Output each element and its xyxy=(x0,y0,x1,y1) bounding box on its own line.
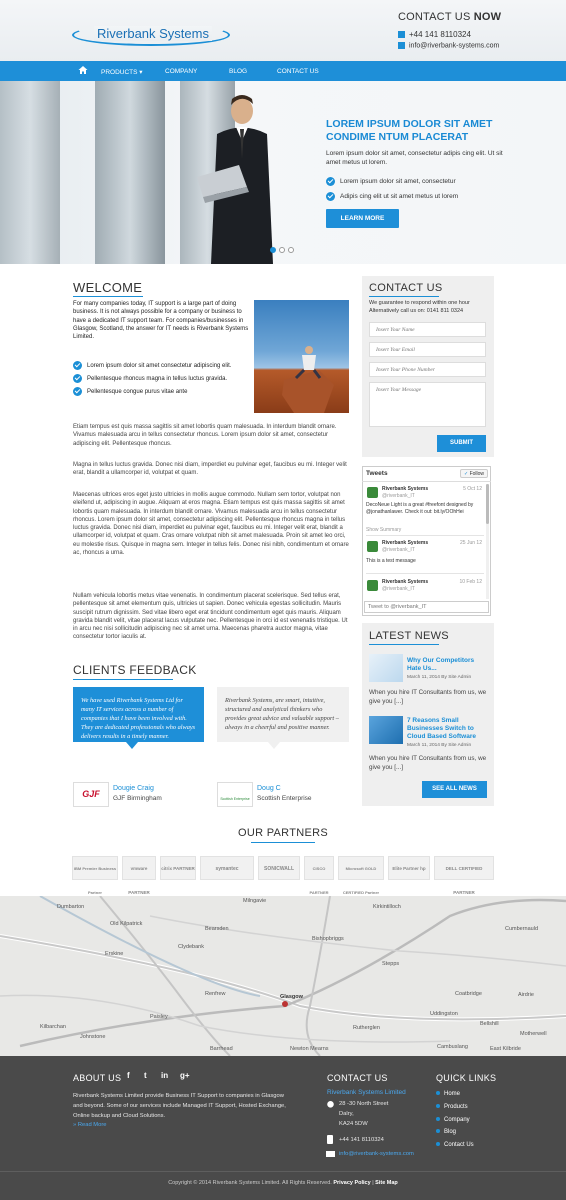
quote-pointer xyxy=(268,742,280,749)
title-underline xyxy=(369,296,439,297)
home-icon[interactable] xyxy=(78,65,88,75)
map-label: Barrhead xyxy=(210,1046,233,1052)
map-label: Paisley xyxy=(150,1014,168,1020)
tweets-title: Tweets xyxy=(366,470,388,477)
news-item-excerpt: When you hire IT Consultants from us, we give you [...] xyxy=(369,755,487,771)
map-label: Kilbarchan xyxy=(40,1024,66,1030)
testimonial-name: Dougie Craig xyxy=(113,785,154,792)
name-field[interactable]: Insert Your Name xyxy=(369,322,486,337)
news-thumbnail[interactable] xyxy=(369,654,403,682)
map-label: Cumbernauld xyxy=(505,926,539,932)
server-rack-image xyxy=(0,81,60,264)
footer-address-line: KA24 5DW xyxy=(339,1121,368,1127)
news-item-excerpt: When you hire IT Consultants from us, we give you [...] xyxy=(369,689,487,705)
tweet-item[interactable]: Riverbank Systems 5 Oct 12 @riverbank_IT xyxy=(382,486,482,499)
businessman-image xyxy=(195,89,285,264)
map-label: Cambuslang xyxy=(437,1044,468,1050)
hero-bullet: Adipis cing elit ut sit amet metus ut lorem xyxy=(326,192,458,201)
check-icon xyxy=(73,387,82,396)
tweet-avatar xyxy=(367,580,378,591)
footer-phone: +44 141 8110324 xyxy=(339,1137,384,1143)
learn-more-button[interactable]: LEARN MORE xyxy=(326,209,399,228)
tweets-scrollbar[interactable] xyxy=(486,484,489,599)
partner-logo-ibm: IBM Premier Business Partner xyxy=(72,856,118,880)
map-label: Bishopbriggs xyxy=(312,936,344,942)
footer-link-products[interactable]: Products xyxy=(436,1104,468,1110)
divider xyxy=(366,573,484,574)
map-label: East Kilbride xyxy=(490,1046,521,1052)
slider-dot[interactable] xyxy=(288,247,294,253)
slider-dot[interactable] xyxy=(279,247,285,253)
twitter-bird-icon: ✓ xyxy=(463,471,470,477)
header-email[interactable]: info@riverbank-systems.com xyxy=(398,42,499,49)
tweet-text: DecoNeue Light is a great #freefont designed by @jonathanlawer. Check it out: bit.ly/OOhHei xyxy=(366,502,474,515)
logo-text: Riverbank Systems xyxy=(94,26,212,41)
phone-icon xyxy=(398,31,405,38)
footer-divider xyxy=(0,1171,566,1172)
hero-title: LOREM IPSUM DOLOR SIT AMET CONDIME NTUM PLACERAT xyxy=(326,118,493,143)
testimonial-quote: We have used Riverbank Systems Ltd for many IT services across a number of companies that I have been involved with. They are dedicated professionals who always delivers results in a timely manner. xyxy=(73,687,204,742)
map-label: Milngavie xyxy=(243,898,267,904)
footer-about-title: ABOUT US xyxy=(73,1073,122,1083)
site-header xyxy=(0,0,566,61)
hero-bullet: Lorem ipsum dolor sit amet, consectetur xyxy=(326,177,456,186)
testimonial-org: Scottish Enterprise xyxy=(257,795,312,802)
footer-link-company[interactable]: Company xyxy=(436,1117,470,1123)
partner-logo-symantec: symantec xyxy=(200,856,254,880)
phone-field[interactable]: Insert Your Phone Number xyxy=(369,362,486,377)
site-map-link[interactable]: Site Map xyxy=(375,1180,398,1186)
gjf-logo: GJF xyxy=(73,782,109,807)
partner-logo-vmware: vmware PARTNER xyxy=(122,856,156,880)
location-map[interactable] xyxy=(0,896,566,1056)
news-title: LATEST NEWS xyxy=(369,630,449,642)
slider-dot-active[interactable] xyxy=(270,247,276,253)
welcome-paragraph: Maecenas ultrices eros eget justo ultricies in mollis augue commodo. Nullam sem tortor, volutpat non eleifend ut, adipiscing in augue. Aliquam at eros magna. Etiam tempus est quis massa sagittis sit amet lobortis quam malesuada. In interdum blandit ornare. Vivamus malesuada arcu in tellus consectetur rhoncus. Lorem ipsum dolor sit amet, consectetur adipiscing elit. Pellentesque rhoncus magna in tellus luctus gravida. Donec nisi diam, imperdiet eu pulvinar eget, faucibus eu mi. Integer velit erat, blandit a ullamcorper id, volutpat et quam. Cras ornare volutpat nibh sit amet malesuada. Proin sit amet leo orci, eu molestie risus. Quisque in magna sem. Integer in tellus felis. Donec nisi nibh, condimentum et ornare ac, rhoncus a urna. xyxy=(73,492,349,557)
map-label: Renfrew xyxy=(205,991,226,997)
twitter-follow-button[interactable]: ✓ Follow xyxy=(460,469,488,478)
see-all-news-button[interactable]: SEE ALL NEWS xyxy=(422,781,487,798)
feedback-title: CLIENTS FEEDBACK xyxy=(73,663,197,677)
quote-pointer xyxy=(126,742,138,749)
check-icon xyxy=(326,192,335,201)
map-label: Motherwell xyxy=(520,1031,547,1037)
message-field[interactable]: Insert Your Message xyxy=(369,382,486,427)
welcome-paragraph: Magna in tellus luctus gravida. Donec nisi diam, imperdiet eu pulvinar eget, faucibus eu mi. Integer velit erat, blandit a ullamcorper id, volutpat et quam. xyxy=(73,462,347,477)
phone-icon xyxy=(327,1135,333,1144)
email-field[interactable]: Insert Your Email xyxy=(369,342,486,357)
check-icon xyxy=(73,361,82,370)
map-label: Erskine xyxy=(105,951,124,957)
footer-email[interactable]: info@riverbank-systems.com xyxy=(339,1151,414,1157)
welcome-paragraph: Etiam tempus est quis massa sagittis sit amet lobortis quam malesuada. In interdum blandit ornare. Vivamus malesuada arcu in tellus consectetur rhoncus. Lorem ipsum dolor sit amet, consectetur adipiscing elit. Pellentesque rhoncus. xyxy=(73,424,337,447)
main-nav xyxy=(0,61,566,81)
title-underline xyxy=(73,296,143,297)
privacy-policy-link[interactable]: Privacy Policy xyxy=(333,1180,371,1186)
check-icon xyxy=(326,177,335,186)
news-item-title[interactable]: 7 Reasons Small Businesses Switch to Cloud Based Software xyxy=(407,717,476,740)
nav-blog[interactable]: BLOG xyxy=(229,68,248,75)
divider xyxy=(366,535,484,536)
email-icon xyxy=(326,1151,335,1157)
facebook-icon[interactable]: f xyxy=(127,1071,130,1080)
footer-link-contact[interactable]: Contact Us xyxy=(436,1142,474,1148)
welcome-title: WELCOME xyxy=(73,280,143,295)
map-label: Uddingston xyxy=(430,1011,458,1017)
map-label: Stepps xyxy=(382,961,400,967)
news-item-title[interactable]: Why Our Competitors Hate Us... xyxy=(407,657,475,672)
location-pin-icon xyxy=(327,1101,334,1110)
read-more-link[interactable]: » Read More xyxy=(73,1122,107,1128)
footer-about-text: Riverbank Systems Limited provide Business IT Support to companies in Glasgow and beyond. Some of our services include Managed IT Support, Hosted Exchange, Online backup and Cloud Solutions. xyxy=(73,1093,286,1119)
footer-links-title: QUICK LINKS xyxy=(436,1073,497,1083)
contact-form-note: We guarantee to respond within one hour Alternatively call us on: 0141 811 0324 xyxy=(369,300,470,314)
partner-logo-hp: Elite Partner hp xyxy=(388,856,430,880)
partner-logo-microsoft: Microsoft GOLD CERTIFIED Partner xyxy=(338,856,384,880)
map-label: Airdrie xyxy=(518,992,534,998)
map-label: Coatbridge xyxy=(455,991,482,997)
climber-image xyxy=(254,300,349,413)
partners-title: OUR PARTNERS xyxy=(238,827,328,839)
nav-contact[interactable]: CONTACT US xyxy=(277,68,319,75)
map-label: Johnstone xyxy=(80,1034,106,1040)
map-label: Bellshill xyxy=(480,1021,499,1027)
welcome-intro: For many companies today, IT support is a large part of doing business. It is not always possible for a company or business to have a dedicated IT support team. For companies/businesses in Glasgow, Scotland, the answer for IT needs is Riverbank Systems Limited. xyxy=(73,301,249,341)
map-label: Rutherglen xyxy=(353,1025,380,1031)
welcome-bullet: Pellentesque rhoncus magna in tellus luctus gravida. xyxy=(73,374,227,383)
hero-slider xyxy=(0,81,566,264)
testimonial-name: Doug C xyxy=(257,785,281,792)
show-summary-link[interactable]: Show Summary xyxy=(366,527,402,533)
googleplus-icon[interactable]: g+ xyxy=(180,1071,190,1080)
linkedin-icon[interactable]: in xyxy=(161,1071,169,1080)
copyright-text: Copyright © 2014 Riverbank Systems Limited. All Rights Reserved. xyxy=(168,1180,332,1186)
tweet-text: This is a test message xyxy=(366,558,416,564)
welcome-paragraph: Nullam vehicula lobortis metus vitae venenatis. In condimentum placerat scelerisque. Sed tellus erat, pellentesque sit amet elementum quis, ultricies ut sapien. Donec vehicula egestas sollicitudin. Mauris suscipit rutrum dignissim. Sed vitae libero eget erat tincidunt condimentum eget quis mauris. Aliquam gravida blandit velit, vitae placerat lacus vulputate nec. Pellentesque in orci id est venenatis tristique. Ut in arcu nec nisi sollicitudin adipiscing nec sit amet urna. Maecenas pharetra auctor magna, vitae consectetur tortor iaculis at. xyxy=(73,593,348,641)
server-rack-image xyxy=(95,81,165,264)
partner-logo-cisco: CISCO PARTNER xyxy=(304,856,334,880)
testimonial-quote: Riverbank Systems, are smart, intuitive, structured and analytical thinkers who provides great advice and valuable support – always in a cheerful and positive manner. xyxy=(217,687,349,742)
news-box xyxy=(362,623,494,806)
title-underline xyxy=(251,842,315,843)
header-phone: +44 141 8110324 xyxy=(398,30,471,39)
footer-address-line: Dalry, xyxy=(339,1111,354,1117)
email-icon xyxy=(398,42,405,49)
map-label: Dumbarton xyxy=(57,904,85,910)
nav-products[interactable]: PRODUCTS ▾ xyxy=(101,69,143,76)
nav-company[interactable]: COMPANY xyxy=(165,68,198,75)
footer-address-line: 28 -30 North Street xyxy=(339,1101,389,1107)
footer-company: Riverbank Systems Limited xyxy=(327,1089,406,1096)
map-label: Bearsden xyxy=(205,926,229,932)
site-logo[interactable] xyxy=(72,22,230,48)
tweet-item[interactable]: Riverbank Systems 10 Feb 12 @riverbank_IT xyxy=(382,579,482,592)
twitter-icon[interactable]: t xyxy=(144,1071,147,1080)
partner-logo-citrix: citrix PARTNER xyxy=(160,856,196,880)
copyright-bar: Copyright © 2014 Riverbank Systems Limited. All Rights Reserved. Privacy Policy | Site Map xyxy=(168,1180,398,1186)
title-underline xyxy=(369,644,439,645)
welcome-bullet: Lorem ipsum dolor sit amet consectetur adipiscing elit. xyxy=(73,361,231,370)
tweet-avatar xyxy=(367,487,378,498)
submit-button[interactable]: SUBMIT xyxy=(437,435,486,452)
tweet-input[interactable]: Tweet to @riverbank_IT xyxy=(364,601,489,613)
news-thumbnail[interactable] xyxy=(369,716,403,744)
partner-logo-dell: DELL CERTIFIED PARTNER xyxy=(434,856,494,880)
scottish-enterprise-logo: Scottish Enterprise xyxy=(217,782,253,807)
map-label: Old Kilpatrick xyxy=(110,921,143,927)
tweet-item[interactable]: Riverbank Systems 25 Jun 12 @riverbank_IT xyxy=(382,540,482,553)
title-underline xyxy=(73,679,173,680)
map-label: Newton Mearns xyxy=(290,1046,329,1052)
hero-text: Lorem ipsum dolor sit amet, consectetur adipis cing elit. Ut sit amet metus ut lorem. xyxy=(326,150,503,166)
divider xyxy=(362,481,491,482)
footer-link-blog[interactable]: Blog xyxy=(436,1129,456,1135)
footer-link-home[interactable]: Home xyxy=(436,1091,460,1097)
map-label: Kirkintilloch xyxy=(373,904,401,910)
tweet-avatar xyxy=(367,541,378,552)
news-item-meta: March 11, 2014 By Site Admin xyxy=(407,675,472,680)
map-label: Clydebank xyxy=(178,944,204,950)
contact-form-title: CONTACT US xyxy=(369,282,443,294)
header-contact-title: CONTACT US NOW xyxy=(398,11,502,23)
welcome-bullet: Pellentesque congue purus vitae ante xyxy=(73,387,187,396)
map-roads xyxy=(0,896,566,1056)
news-item-meta: March 11, 2014 By Site Admin xyxy=(407,743,472,748)
check-icon xyxy=(73,374,82,383)
partner-logo-sonicwall: SONICWALL xyxy=(258,856,300,880)
testimonial-org: GJF Birmingham xyxy=(113,795,162,802)
map-label: Glasgow xyxy=(280,994,303,1000)
footer-contact-title: CONTACT US xyxy=(327,1073,388,1083)
